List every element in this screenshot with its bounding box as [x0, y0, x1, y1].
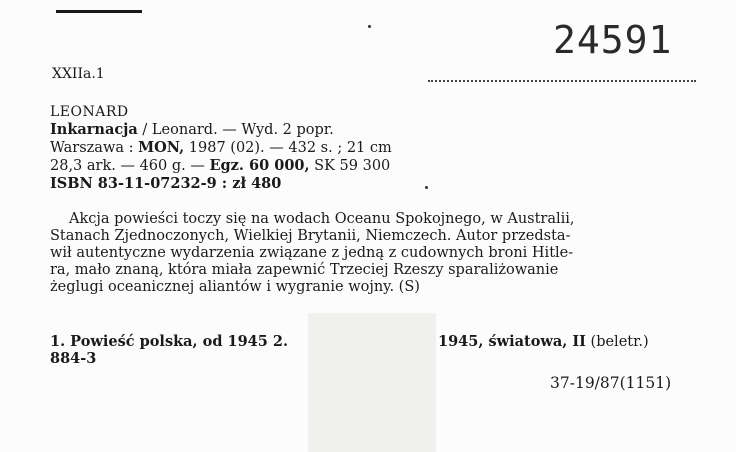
physical-details: 28,3 ark. — 460 g. — [50, 158, 210, 174]
publication-line [50, 139, 490, 157]
abstract [50, 211, 700, 296]
abstract-line: Akcja powieści toczy się na wodach Oceanu Spokojnego, w Australii, [69, 211, 575, 227]
subject-headings [50, 333, 288, 367]
title-line [50, 121, 490, 139]
subject-right-note: (beletr.) [585, 334, 649, 350]
subject-right-main: 1945, światowa, II [438, 333, 586, 350]
abstract-line: Stanach Zjednoczonych, Wielkiej Brytanii, Niemczech. Autor przedsta- [50, 228, 571, 244]
abstract-line: żeglugi oceanicznej aliantów i wygranie wojny. (S) [50, 279, 420, 295]
publication-place: Warszawa : [50, 140, 139, 156]
physical-line [50, 157, 490, 175]
subject-left: 1. Powieść polska, od 1945 2. [50, 333, 289, 350]
udc-number: 884-3 [50, 350, 97, 367]
subject-right [438, 333, 649, 350]
publisher-name: MON, [138, 139, 185, 156]
isbn-line: ISBN 83-11-07232-9 : zł 480 [50, 175, 282, 192]
catalog-number: 37-19/87(1151) [550, 374, 672, 392]
sk-number: SK 59 300 [309, 158, 391, 174]
abstract-line: ra, mało znaną, która miała zapewnić Trzeciej Rzeszy sparaliżowanie [50, 262, 559, 278]
top-rule [56, 10, 142, 13]
accession-number: 24591 [553, 18, 673, 62]
copies-count: Egz. 60 000, [209, 157, 310, 174]
title-main: Inkarnacja [50, 121, 138, 138]
scan-patch [308, 313, 436, 452]
classmark: XXIIa.1 [52, 66, 105, 82]
title-statement: / Leonard. — Wyd. 2 popr. [137, 122, 334, 138]
abstract-line: wił autentyczne wydarzenia związane z jedną z cudownych broni Hitle- [50, 245, 574, 261]
bibliographic-description [50, 104, 490, 192]
author-heading: LEONARD [50, 104, 129, 120]
dotted-rule [428, 80, 696, 82]
speck [368, 25, 371, 28]
publication-details: 1987 (02). — 432 s. ; 21 cm [184, 140, 392, 156]
